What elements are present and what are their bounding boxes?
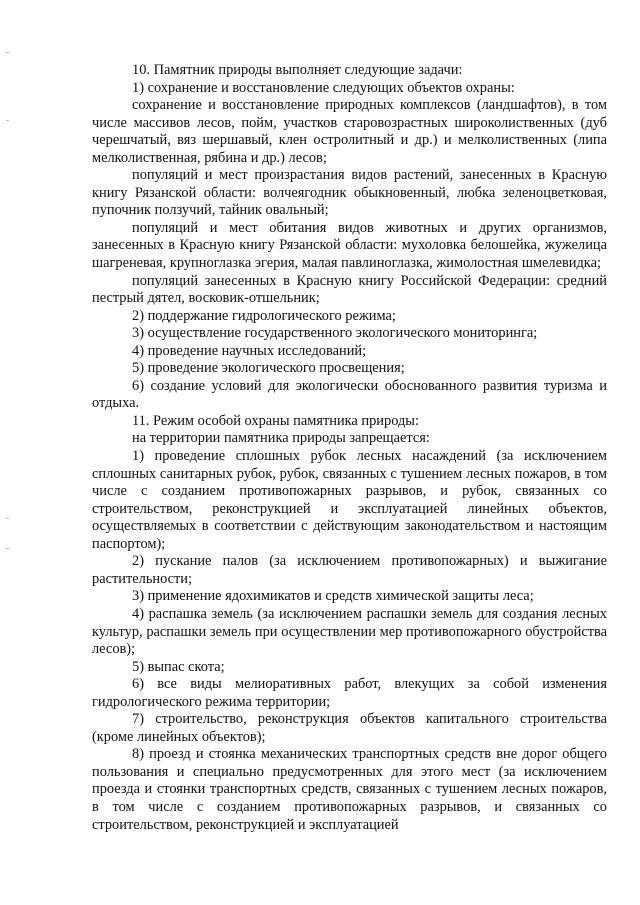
paragraph-11-2: 2) пускание палов (за исключением противопожарных) и выжигание растительности; (92, 553, 607, 587)
paragraph-10-1-b: популяций и мест произрастания видов растений, занесенных в Красную книгу Рязанской области: волчеягодник обыкновенный, любка зеленоцветковая, пупочник ползучий, тайник овальный; (92, 167, 607, 219)
paragraph-10-5: 5) проведение экологического просвещения; (132, 360, 405, 377)
paragraph-10-6: 6) создание условий для экологически обоснованного развития туризма и отдыха. (92, 377, 607, 412)
paragraph-11-6: 6) все виды мелиоративных работ, влекущих за собой изменения гидрологического режима территории; (92, 676, 607, 710)
document-body (92, 62, 607, 834)
paragraph-10-4: 4) проведение научных исследований; (132, 342, 367, 359)
paragraph-11-7: 7) строительство, реконструкция объектов капитального строительства (кроме линейных объектов); (92, 711, 607, 745)
paragraph-11-5: 5) выпас скота; (132, 658, 225, 675)
paragraph-11-intro: на территории памятника природы запрещается: (132, 430, 430, 447)
paragraph-10-2: 2) поддержание гидрологического режима; (132, 307, 396, 324)
paragraph-10-1: 1) сохранение и восстановление следующих объектов охраны: (132, 79, 515, 96)
paragraph-11-4: 4) распашка земель (за исключением распашки земель для создания лесных культур, распашки земель при осуществлении мер противопожарного обустройства лесов); (92, 605, 607, 658)
paragraph-10-1-c: популяций и мест обитания видов животных и других организмов, занесенных в Красную книгу Рязанской области: мухоловка белошейка, жужелица шагреневая, крупноглазка эгерия, малая павлиноглазка, жимолостная шмелевидка; (92, 219, 607, 272)
scan-margin-mark (6, 518, 9, 519)
paragraph-11-title: 11. Режим особой охраны памятника природы: (132, 412, 419, 429)
scan-margin-mark (6, 548, 9, 549)
paragraph-10-1-a: сохранение и восстановление природных комплексов (ландшафтов), в том числе массивов лесов, пойм, участков старовозрастных широколиственных (дуб черешчатый, вяз шершавый, клен остролитный и др.) и мелколиственных (липа мелколиственная, рябина и др.) лесов; (92, 97, 607, 166)
paragraph-11-1: 1) проведение сплошных рубок лесных насаждений (за исключением сплошных санитарных рубок, рубок, связанных с тушением лесных пожаров, в том числе с созданием противопожарных разрывов, и рубок, связанных со строительством, реконструкцией и эксплуатацией линейных объектов, осуществляемых в соответствии с действующим законодательством и настоящим паспортом); (92, 448, 607, 552)
paragraph-10-1-d: популяций занесенных в Красную книгу Российской Федерации: средний пестрый дятел, восковик-отшельник; (92, 272, 607, 307)
scan-margin-mark (6, 52, 9, 53)
paragraph-11-8: 8) проезд и стоянка механических транспортных средств вне дорог общего пользования и специально предусмотренных для этого мест (за исключением проезда и стоянки транспортных средств, связанных с тушением лесных пожаров, в том числе с созданием противопожарных разрывов, и связанных со строительством, реконструкцией и эксплуатацией (92, 746, 607, 833)
paragraph-10-title: 10. Памятник природы выполняет следующие задачи: (132, 62, 463, 78)
paragraph-11-3: 3) применение ядохимикатов и средств химической защиты леса; (132, 588, 534, 605)
scan-margin-mark (6, 120, 9, 121)
paragraph-10-3: 3) осуществление государственного экологического мониторинга; (132, 325, 538, 342)
